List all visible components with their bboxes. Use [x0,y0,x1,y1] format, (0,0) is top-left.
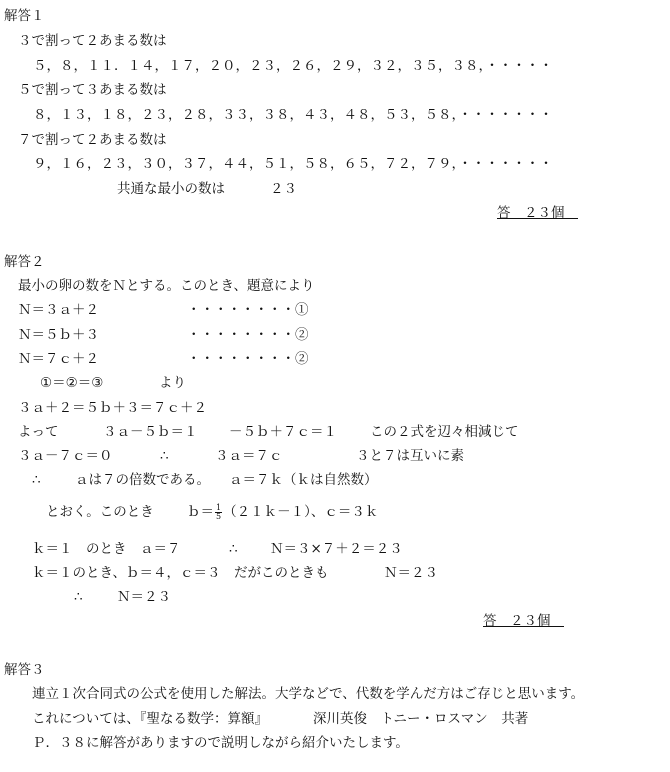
combine-equations: ①＝②＝③ [40,375,104,391]
multiple-of-7-text: ａは７の倍数である。 [75,472,210,488]
equation-1: Ｎ＝３ａ＋２ [18,302,99,318]
yotte-label: よって [18,424,59,440]
problem-intro: 最小の卵の数をＮとする。このとき、題意により [18,278,315,294]
set-text: とおく。このとき [46,504,154,520]
equation-2-mark: ・・・・・・・・② [187,327,309,343]
fraction-denominator: 5 [216,512,222,521]
k1-case: ｋ＝１ のとき ａ＝７ [32,541,181,557]
section1-heading: 解答１ [4,8,45,24]
equation-2: Ｎ＝５ｂ＋３ [18,327,99,343]
k1-check: ｋ＝１のとき、ｂ＝４，ｃ＝３ だがこのときも [32,565,329,581]
n-check-value: Ｎ＝２３ [384,565,438,581]
one-fifth-fraction [215,504,222,521]
n-calculation: Ｎ＝３×７＋２＝２３ [270,541,403,557]
therefore-symbol: ∴ [32,472,41,488]
mod3-label: ３で割って２あまる数は [18,33,167,49]
result-eq-2: ３ａ＝７ｃ [215,448,283,464]
equation-3-mark: ・・・・・・・・② [187,351,309,367]
final-n: Ｎ＝２３ [117,589,171,605]
reference-authors: 深川英俊 トニー・ロスマン 共著 [313,711,529,727]
reference-book: これについては、『聖なる数学：算額』 [32,711,268,727]
section2-heading: 解答２ [4,254,45,270]
difference-eq-1: ３ａ－５ｂ＝１ [103,424,198,440]
result-eq: ３ａ－７ｃ＝０ [18,448,113,464]
therefore-symbol: ∴ [160,448,169,464]
mod7-sequence: ９，１６，２３，３０，３７，４４，５１，５８，６５，７２，７９，・・・・・・・ [33,156,553,172]
mod3-sequence: ５，８，１１．１４，１７，２０，２３，２６，２９，３２，３５，３８，・・・・・ [33,58,553,74]
mod7-label: ７で割って２あまる数は [18,132,167,148]
b-eq-suffix: （２１ｋ－１）、ｃ＝３ｋ [223,504,379,520]
section3-heading: 解答３ [4,662,45,678]
combine-yori: より [159,375,186,391]
therefore-symbol: ∴ [74,589,83,605]
coprime-note: ３と７は互いに素 [356,448,464,464]
section3-line-3: Ｐ．３８に解答がありますので説明しながら紹介いたします。 [32,735,409,751]
b-c-expression [187,503,378,521]
equation-chain: ３ａ＋２＝５ｂ＋３＝７ｃ＋２ [18,400,207,416]
section3-line-1: 連立１次合同式の公式を使用した解法。大学などで、代数を学んだ方はご存じと思います。 [32,686,585,702]
b-eq-prefix: ｂ＝ [187,504,214,520]
equation-3: Ｎ＝７ｃ＋２ [18,351,99,367]
fraction-numerator: 1 [216,503,222,512]
difference-eq-2: －５ｂ＋７ｃ＝１ [229,424,337,440]
equation-1-mark: ・・・・・・・・① [187,302,309,318]
mod5-label: ５で割って３あまる数は [18,82,167,98]
difference-note: この２式を辺々相減じて [370,424,519,440]
a-equals-7k: ａ＝７ｋ（ｋは自然数） [229,472,378,488]
section2-answer: 答 ２３個 [483,613,564,629]
mod5-sequence: ８，１３，１８，２３，２８，３３，３８，４３，４８，５３，５８，・・・・・・・ [33,107,553,123]
common-min-value: ２３ [270,181,297,197]
section1-answer: 答 ２３個 [497,205,578,221]
therefore-symbol: ∴ [229,541,238,557]
common-min-label: 共通な最小の数は [117,181,225,197]
